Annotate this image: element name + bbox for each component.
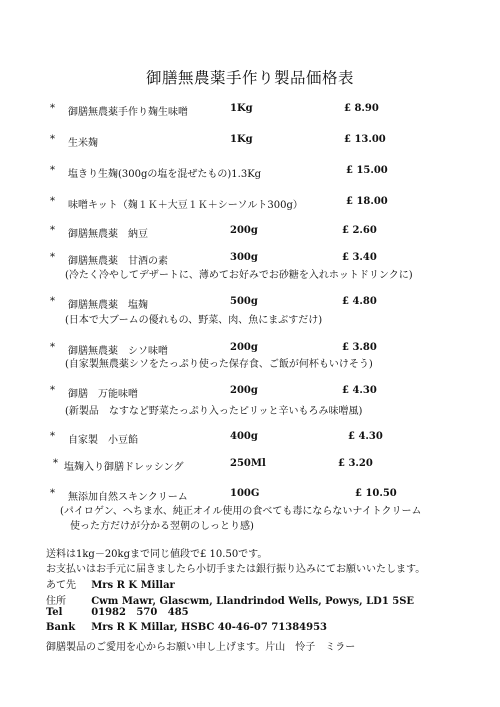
product-quantity: 100G	[230, 488, 260, 499]
product-quantity: 200g	[230, 342, 258, 353]
bullet: *	[50, 252, 55, 263]
tel-line	[46, 607, 189, 618]
bullet: *	[50, 103, 55, 114]
bullet: *	[50, 385, 55, 396]
product-price: £ 3.20	[338, 458, 373, 469]
product-price: £ 3.40	[342, 252, 377, 263]
tel-label: Tel	[46, 607, 63, 618]
product-name: 生米麹	[68, 138, 98, 149]
addressee-label: あて先	[46, 580, 76, 591]
bullet: *	[50, 488, 55, 499]
product-name: 御膳無農薬 シソ味噌	[68, 346, 168, 357]
product-price: £ 18.00	[346, 196, 388, 207]
product-price: £ 8.90	[344, 103, 379, 114]
product-price: £ 15.00	[346, 165, 388, 176]
product-name: 御膳無農薬 塩麹	[68, 300, 148, 311]
product-price: £ 13.00	[344, 134, 386, 145]
price-row	[0, 165, 500, 181]
product-note: (新製品 なすなど野菜たっぷり入ったピリッと辛いもろみ味噌風)	[65, 406, 363, 417]
product-name: 味噌キット（麹１Ｋ＋大豆１Ｋ＋シーソルト300g）	[68, 200, 303, 211]
product-note: (パイロゲン、へちま水、純正オイル使用の食べても毒にならないナイトクリーム	[60, 506, 422, 517]
product-quantity: 1Kg	[230, 103, 253, 114]
bullet: *	[50, 196, 55, 207]
product-name: 無添加自然スキンクリーム	[68, 492, 188, 503]
product-price: £ 4.30	[342, 385, 377, 396]
address-label: 住所	[46, 596, 66, 607]
closing-line: 御膳製品のご愛用を心からお願い申し上げます。片山 怜子 ミラー	[46, 642, 356, 653]
product-name: 御膳無農薬手作り麹生味噌	[68, 107, 188, 118]
product-price: £ 4.30	[348, 431, 383, 442]
product-quantity: 400g	[230, 431, 258, 442]
product-price: £ 3.80	[342, 342, 377, 353]
bullet: *	[50, 225, 55, 236]
bullet: *	[50, 342, 55, 353]
bullet: *	[50, 431, 55, 442]
bullet: *	[50, 296, 55, 307]
addressee-name: Mrs R K Millar	[91, 580, 175, 591]
product-price: £ 10.50	[355, 488, 397, 499]
product-name: 御膳無農薬 甘酒の素	[68, 256, 168, 267]
addressee-line	[46, 576, 175, 591]
tel-value: 01982 570 485	[91, 607, 189, 618]
product-quantity: 200g	[230, 225, 258, 236]
price-row	[0, 225, 500, 241]
bank-label: Bank	[46, 622, 76, 633]
price-row	[0, 134, 500, 150]
product-note: 使った方だけが分かる翌朝のしっとり感)	[70, 521, 254, 532]
product-note: (日本で大ブームの優れもの、野菜、肉、魚にまぶすだけ)	[65, 315, 323, 326]
bank-line	[46, 622, 327, 633]
product-name: 御膳無農薬 納豆	[68, 229, 148, 240]
product-name: 塩麹入り御膳ドレッシング	[64, 462, 184, 473]
product-name: 御膳 万能味噌	[68, 389, 138, 400]
product-quantity: 250Ml	[230, 458, 266, 469]
address-line	[46, 592, 414, 607]
price-row	[0, 458, 500, 474]
bullet: *	[50, 165, 55, 176]
page-title: 御膳無農薬手作り製品価格表	[145, 69, 354, 87]
bullet: *	[50, 134, 55, 145]
product-quantity: 200g	[230, 385, 258, 396]
price-row	[0, 196, 500, 212]
payment-note: お支払いはお手元に届きましたら小切手または銀行振り込みにてお願いいたします。	[46, 564, 426, 575]
bullet: *	[53, 458, 58, 469]
product-name: 塩きり生麹(300gの塩を混ぜたもの)1.3Kg	[68, 169, 262, 180]
product-name: 自家製 小豆餡	[68, 435, 138, 446]
bank-value: Mrs R K Millar, HSBC 40-46-07 71384953	[91, 622, 327, 633]
product-quantity: 1Kg	[230, 134, 253, 145]
product-price: £ 2.60	[342, 225, 377, 236]
product-note: (冷たく冷やしてデザートに、薄めてお好みでお砂糖を入れホットドリンクに)	[65, 270, 413, 281]
product-quantity: 500g	[230, 296, 258, 307]
shipping-note: 送料は1kg－20kgまで同じ値段で£ 10.50です。	[46, 549, 268, 560]
price-row	[0, 431, 500, 447]
product-price: £ 4.80	[342, 296, 377, 307]
price-row	[0, 103, 500, 119]
product-quantity: 300g	[230, 252, 258, 263]
product-note: (自家製無農薬シソをたっぷり使った保存食、ご飯が何杯もいけそう)	[65, 359, 373, 370]
address-value: Cwm Mawr, Glascwm, Llandrindod Wells, Powys, LD1 5SE	[91, 596, 415, 607]
price-row	[0, 385, 500, 401]
price-row	[0, 296, 500, 312]
